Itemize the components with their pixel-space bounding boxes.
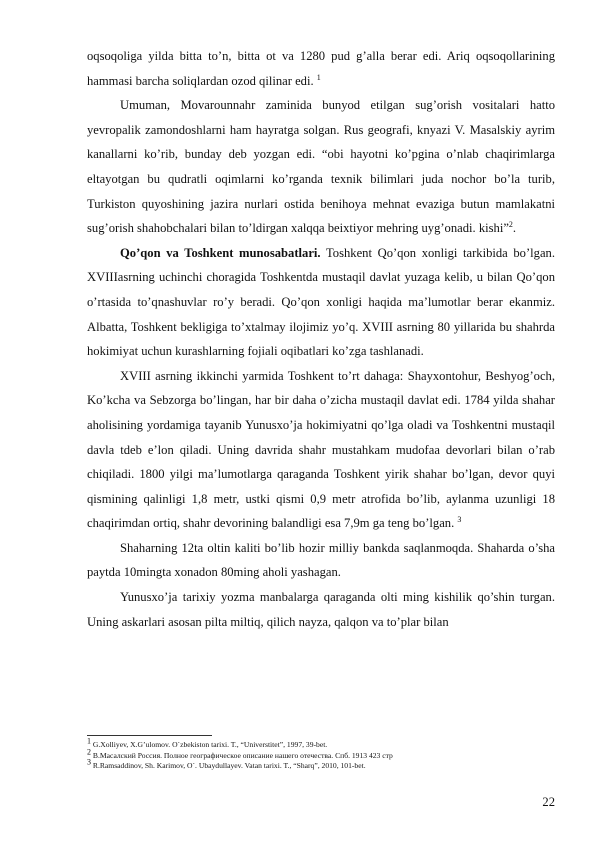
footnote-text: R.Ramsaddinov, Sh. Karimov, O`. Ubaydullayev. Vatan tarixi. T., “Sharq”, 2010, 101-bet.	[92, 761, 366, 771]
footnotes	[87, 736, 555, 772]
footnote-ref: 2	[508, 219, 513, 229]
paragraph-text: Toshkent Qo’qon xonligi tarkibida bo’lgan. XVIIIasrning uchinchi choragida Toshkentda mustaqil davlat yuzaga kelib, u bilan Qo’qon o’rtasida to’qnashuvlar ro’y beradi. Qo’qon xonligi haqida ma’lumotlar berar ekanmiz. Albatta, Toshkent bekligiga to’xtalmay ilojimiz yo’q. XVIII asrning 80 yillarida bu shahrda hokimiyat uchun kurashlarning fojiali oqibatlari ko’zga tashlanadi.	[87, 245, 556, 359]
paragraph-text: XVIII asrning ikkinchi yarmida Toshkent to’rt dahaga: Shayxontohur, Beshyog’och, Ko’kcha va Sebzorga bo’lingan, har bir daha o’zicha mustaqil davlat edi. 1784 yilda shahar aholisining yordamiga tayanib Yunusxo’ja hokimiyatni qo’lga oladi va Toshkentni mustaqil davla tdeb e’lon qiladi. Uning davrida shahr mustahkam mudofaa devorlari bilan o’rab chiqiladi. 1800 yilgi ma’lumotlarga qaraganda Toshkent yirik shahar bo’lgan, devor quyi qismining qalinligi 1,8 metr, ustki qismi 0,9 metr atrofida bo’lib, aylanma uzunligi 18 chaqirimdan ortiq, shahr devorining balandligi esa 7,9m ga teng bo’lgan.	[87, 368, 555, 531]
paragraph-kokand-tashkent	[87, 241, 555, 364]
paragraph-text: Shaharning 12ta oltin kaliti bo’lib hozir milliy bankda saqlanmoqda. Shaharda o’sha paytda 10mingta xonadon 80ming aholi yashagan.	[87, 540, 555, 580]
footnote-ref: 3	[457, 515, 462, 525]
footnote-mark: 1	[87, 736, 91, 746]
footnote	[87, 736, 555, 751]
paragraph-text: Umuman, Movarounnahr zaminida bunyod etilgan sug’orish vositalari hatto yevropalik zamondoshlarni ham hayratga solgan. Rus geografi, knyazi V. Masalskiy ayrim kanallarni ko’rib, bunday deb yozgan edi. “obi hayotni ko’pgina o’nlab chaqirimlarga eltayotgan bu qudratli oqimlarni ko’rganda texnik bilimlari juda nochor bo’la turib, Turkiston quyoshining jazira nurlari ostida benihoya mehnat evaziga butun mamlakatni sug’orish shahobchalari bilan to’ldirgan xalqqa beixtiyor mehring uyg’onadi. kishi”	[87, 98, 555, 236]
body-text	[87, 44, 555, 634]
section-heading: Qo’qon va Toshkent munosabatlari.	[120, 245, 321, 260]
paragraph-text: oqsoqoliga yilda bitta to’n, bitta ot va 1280 pud g’alla berar edi. Ariq oqsoqollarining hammasi barcha soliqlardan ozod qilinar edi.	[87, 49, 555, 88]
footnote-mark: 2	[87, 747, 91, 757]
paragraph-text: Yunusxo’ja tarixiy yozma manbalarga qaraganda olti ming kishilik qo’shin turgan. Uning askarlari asosan pilta miltiq, qilich nayza, qalqon va to’plar bilan	[87, 590, 555, 629]
page-number: 22	[542, 795, 555, 809]
paragraph-yunuskhoja-army	[87, 585, 555, 634]
footnote	[87, 757, 555, 772]
footnote-ref: 1	[316, 72, 321, 82]
paragraph-irrigation: Umuman, Movarounnahr zaminida bunyod etilgan sug’orish vositalari hatto yevropalik zamondoshlarni ham hayratga solgan. Rus geografi, knyazi V. Masalskiy ayrim kanallarni ko’rib, bunday deb yozgan edi. “obi hayotni ko’pgina o’nlab chaqirimlarga eltayotgan bu qudratli oqimlarni ko’rganda texnik bilimlari juda nochor bo’la turib, Turkiston quyoshining jazira nurlari ostida benihoya mehnat evaziga butun mamlakatni sug’orish shahobchalari bilan to’ldirgan xalqqa beixtiyor mehring uyg’onadi. kishi”$^2$.	[87, 98, 555, 236]
footnote-divider	[87, 735, 212, 736]
paragraph-continuation	[87, 44, 555, 93]
paragraph-city-keys	[87, 536, 555, 585]
footnote-text: G.Xolliyev, X.G’ulomov. O`zbekiston tarixi. T., “Universtitet”, 1997, 39-bet.	[92, 740, 328, 749]
footnote-text: В.Масалский Россия. Полное географическое описание нашего отечества. Спб. 1913 423 стр	[92, 750, 393, 760]
paragraph-tashkent-districts	[87, 364, 555, 536]
footnote	[87, 747, 555, 762]
footnote-mark: 3	[87, 757, 91, 767]
